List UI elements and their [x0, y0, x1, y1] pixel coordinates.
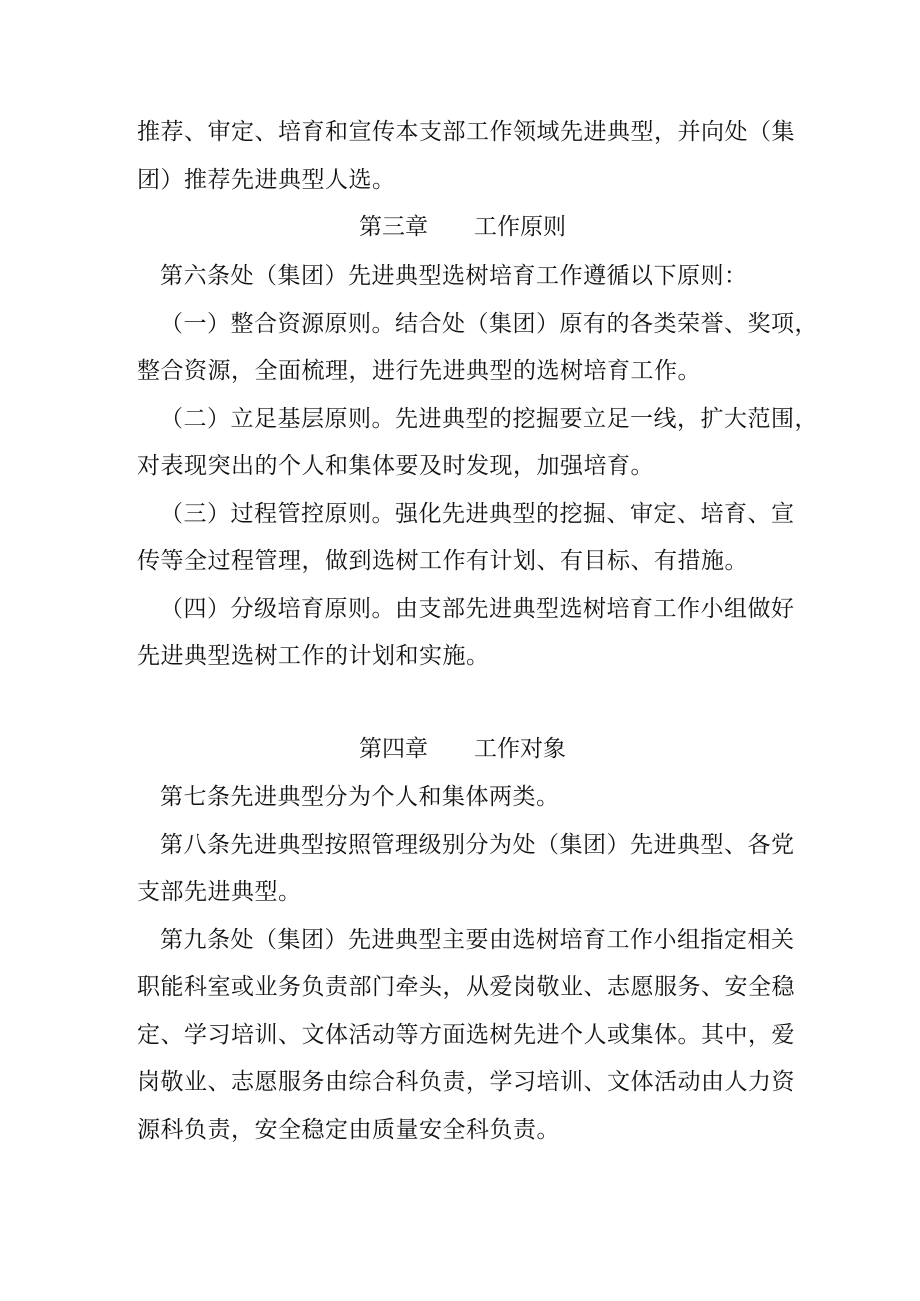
paragraph-intro-line-1: 推荐、审定、培育和宣传本支部工作领域先进典型，并向处（集: [137, 119, 795, 145]
chapter-4-title: 工作对象: [474, 736, 566, 762]
article-6: 第六条处（集团）先进典型选树培育工作遵循以下原则：: [160, 263, 748, 289]
principle-4-line-2: 先进典型选树工作的计划和实施。: [137, 643, 490, 669]
article-9-line-3: 定、学习培训、文体活动等方面选树先进个人或集体。其中，爱: [137, 1022, 795, 1048]
article-8-line-2: 支部先进典型。: [137, 879, 302, 905]
principle-4-line-1: （四）分级培育原则。由支部先进典型选树培育工作小组做好: [160, 596, 795, 622]
principle-3-line-1: （三）过程管控原则。强化先进典型的挖掘、审定、培育、宣: [160, 501, 795, 527]
article-9-line-2: 职能科室或业务负责部门牵头，从爱岗敬业、志愿服务、安全稳: [137, 974, 795, 1000]
article-7: 第七条先进典型分为个人和集体两类。: [160, 784, 560, 810]
principle-1-line-1: （一）整合资源原则。结合处（集团）原有的各类荣誉、奖项，: [160, 311, 818, 337]
principle-1-line-2: 整合资源，全面梳理，进行先进典型的选树培育工作。: [137, 358, 701, 384]
paragraph-intro-line-2: 团）推荐先进典型人选。: [137, 167, 396, 193]
chapter-3-title: 工作原则: [474, 214, 566, 240]
principle-2-line-2: 对表现突出的个人和集体要及时发现，加强培育。: [137, 453, 654, 479]
article-9-line-5: 源科负责，安全稳定由质量安全科负责。: [137, 1117, 560, 1143]
chapter-3-heading: [359, 213, 566, 241]
chapter-3-number: 第三章: [359, 214, 428, 240]
principle-3-line-2: 传等全过程管理，做到选树工作有计划、有目标、有措施。: [137, 548, 748, 574]
chapter-4-number: 第四章: [359, 736, 428, 762]
article-9-line-4: 岗敬业、志愿服务由综合科负责，学习培训、文体活动由人力资: [137, 1069, 795, 1095]
article-8-line-1: 第八条先进典型按照管理级别分为处（集团）先进典型、各党: [160, 832, 795, 858]
principle-2-line-1: （二）立足基层原则。先进典型的挖掘要立足一线，扩大范围，: [160, 406, 818, 432]
article-9-line-1: 第九条处（集团）先进典型主要由选树培育工作小组指定相关: [160, 927, 795, 953]
chapter-4-heading: [359, 735, 566, 763]
